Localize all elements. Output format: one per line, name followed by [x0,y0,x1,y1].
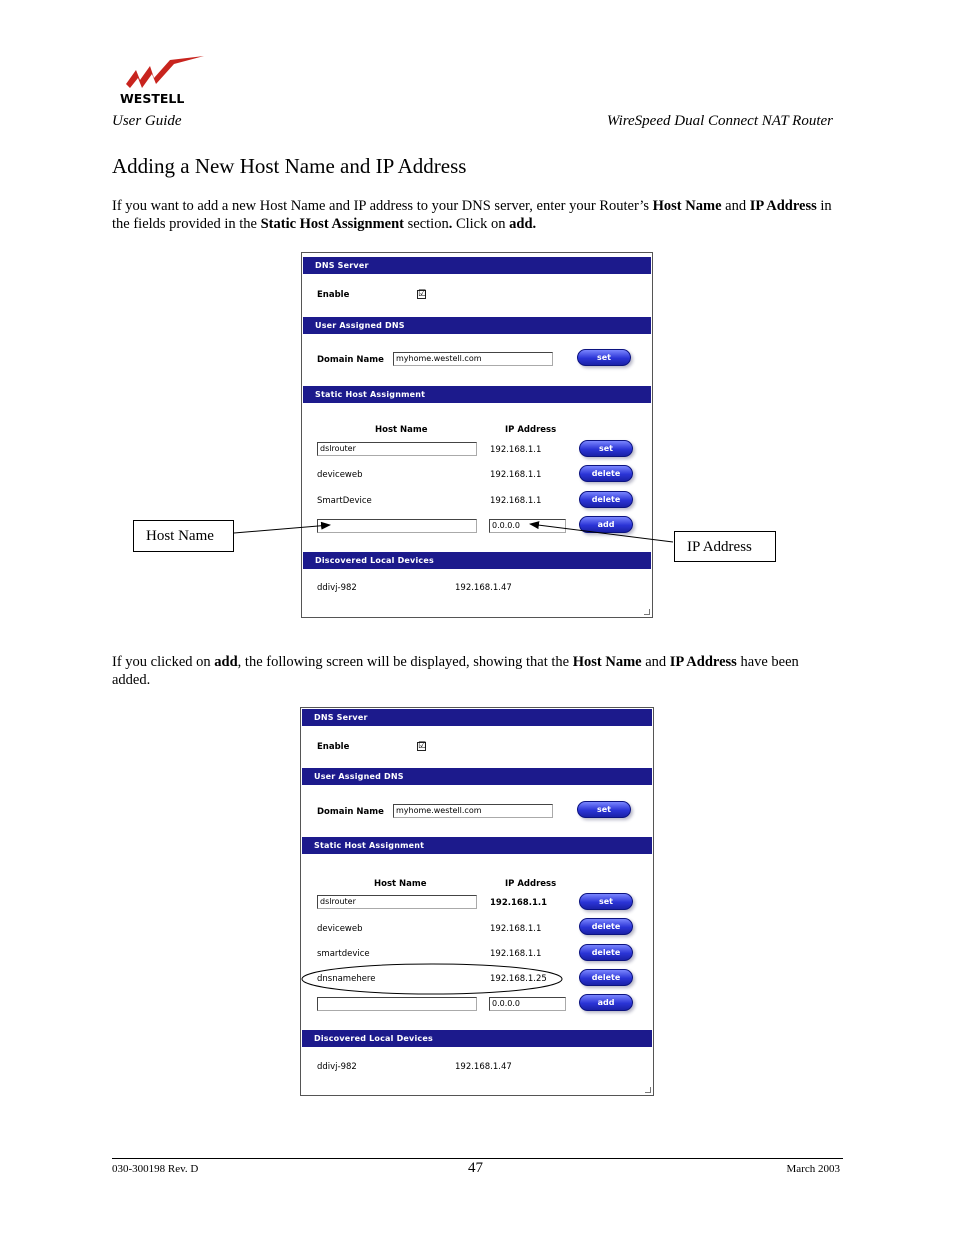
domain-name-label: Domain Name [317,807,384,817]
page-number: 47 [468,1160,483,1176]
host-row-ip: 192.168.1.1 [490,496,542,506]
host-row-name: deviceweb [317,924,363,934]
footer-rule [112,1158,843,1159]
user-assigned-dns-header: User Assigned DNS [302,768,652,785]
static-host-header: Static Host Assignment [302,837,652,854]
enable-checkbox[interactable]: ☑ [418,741,427,751]
host-row-name: smartdevice [317,949,370,959]
host-row-name: dnsnamehere [317,974,376,984]
intro-paragraph: If you want to add a new Host Name and IP address to your DNS server, enter your Router’s Host Name and IP Address in the fields provided in the Static Host Assignment section. Click on add. [112,198,832,232]
host-name-column: Host Name [375,425,428,435]
set-host-button[interactable]: set [579,893,633,910]
dns-server-header: DNS Server [303,257,651,274]
enable-label: Enable [317,290,350,300]
host-row-ip: 192.168.1.1 [490,470,542,480]
add-host-button[interactable]: add [579,516,633,533]
host-row-ip: 192.168.1.1 [490,949,542,959]
user-assigned-dns-header: User Assigned DNS [303,317,651,334]
dns-screenshot-after [300,707,654,1096]
new-ip-address-input[interactable]: 0.0.0.0 [489,997,566,1011]
footer-date: March 2003 [786,1163,840,1175]
ip-address-column: IP Address [505,425,557,435]
new-host-name-input[interactable] [317,997,477,1011]
section-title: Adding a New Host Name and IP Address [112,154,467,178]
add-host-button[interactable]: add [579,994,633,1011]
footer-docnum: 030-300198 Rev. D [112,1163,199,1175]
host-name-arrow [234,525,330,533]
logo-text: WESTELL [120,91,185,106]
enable-checkbox[interactable]: ☑ [418,289,427,299]
host-row-input[interactable]: dslrouter [317,442,477,456]
ip-address-callout: IP Address [674,531,776,562]
host-name-callout: Host Name [133,520,234,552]
device-ip: 192.168.1.47 [455,1062,512,1072]
dns-server-header: DNS Server [302,709,652,726]
set-host-button[interactable]: set [579,440,633,457]
highlight-ellipse [300,962,570,998]
enable-label: Enable [317,742,350,752]
device-ip: 192.168.1.47 [455,583,512,593]
discovered-devices-header: Discovered Local Devices [302,1030,652,1047]
host-row-input[interactable]: dslrouter [317,895,477,909]
host-row-ip: 192.168.1.1 [490,898,548,908]
delete-host-button[interactable]: delete [579,944,633,961]
result-paragraph: If you clicked on add, the following screen will be displayed, showing that the Host Name and IP Address have been added. [112,654,799,688]
domain-name-input[interactable]: myhome.westell.com [393,804,553,818]
header-right: WireSpeed Dual Connect NAT Router [606,113,833,129]
host-row-ip: 192.168.1.1 [490,924,542,934]
static-host-header: Static Host Assignment [303,386,651,403]
delete-host-button[interactable]: delete [579,969,633,986]
discovered-devices-header: Discovered Local Devices [303,552,651,569]
ip-address-column: IP Address [505,879,557,889]
resize-grip[interactable] [645,1087,651,1093]
delete-host-button[interactable]: delete [579,918,633,935]
host-row-ip: 192.168.1.1 [490,445,542,455]
ip-address-arrow [530,524,673,542]
delete-host-button[interactable]: delete [579,491,633,508]
domain-name-label: Domain Name [317,355,384,365]
set-domain-button[interactable]: set [577,349,631,366]
set-domain-button[interactable]: set [577,801,631,818]
host-row-ip: 192.168.1.25 [490,974,547,984]
header-left: User Guide [112,113,182,129]
host-row-name: deviceweb [317,470,363,480]
delete-host-button[interactable]: delete [579,465,633,482]
device-name: ddivj-982 [317,1062,357,1072]
host-name-column: Host Name [374,879,427,889]
device-name: ddivj-982 [317,583,357,593]
domain-name-input[interactable]: myhome.westell.com [393,352,553,366]
host-row-name: SmartDevice [317,496,372,506]
new-ip-address-input[interactable]: 0.0.0.0 [489,519,566,533]
